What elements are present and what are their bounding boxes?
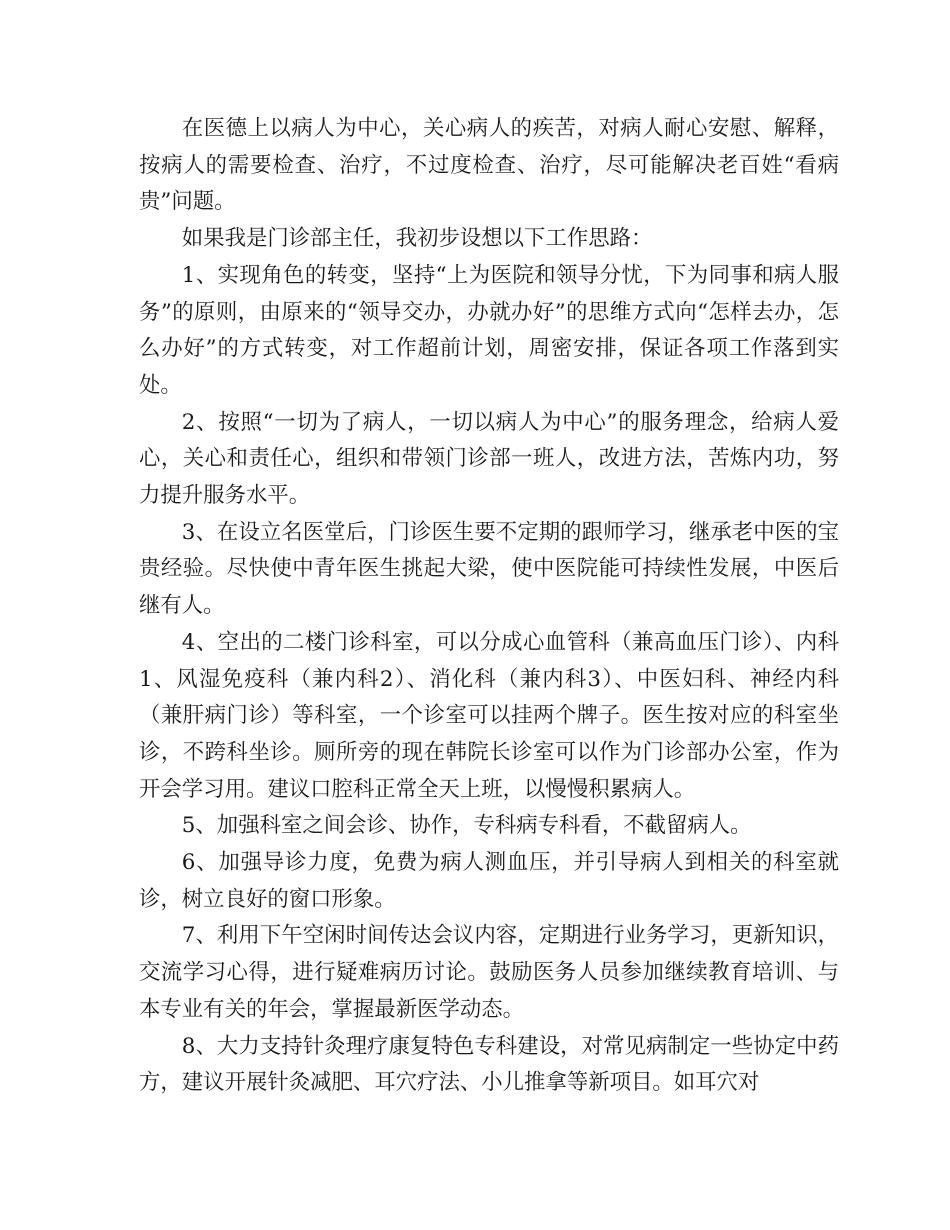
paragraph-item-6: 6、加强导诊力度，免费为病人测血压，并引导病人到相关的科室就诊，树立良好的窗口形象。 xyxy=(139,850,839,912)
paragraph-item-4: 4、空出的二楼门诊科室，可以分成心血管科（兼高血压门诊）、内科1、风湿免疫科（兼内科2）、消化科（兼内科3）、中医妇科、神经内科（兼肝病门诊）等科室，一个诊室可以挂两个牌子。医生按对应的科室坐诊，不跨科坐诊。厕所旁的现在韩院长诊室可以作为门诊部办公室，作为开会学习用。建议口腔科正常全天上班，以慢慢积累病人。 xyxy=(139,629,839,802)
paragraph-item-7: 7、利用下午空闲时间传达会议内容，定期进行业务学习，更新知识，交流学习心得，进行疑难病历讨论。鼓励医务人员参加继续教育培训、与本专业有关的年会，掌握最新医学动态。 xyxy=(139,923,839,1022)
paragraph-item-3: 3、在设立名医堂后，门诊医生要不定期的跟师学习，继承老中医的宝贵经验。尽快使中青年医生挑起大梁，使中医院能可持续性发展，中医后继有人。 xyxy=(139,519,839,619)
paragraph-item-2: 2、按照“一切为了病人，一切以病人为中心”的服务理念，给病人爱心，关心和责任心，组织和带领门诊部一班人，改进方法，苦炼内功，努力提升服务水平。 xyxy=(139,409,839,509)
paragraph-item-8: 8、大力支持针灸理疗康复特色专科建设，对常见病制定一些协定中药方，建议开展针灸减肥、耳穴疗法、小儿推拿等新项目。如耳穴对 xyxy=(139,1033,839,1096)
document-body xyxy=(139,111,839,1102)
paragraph-item-1: 1、实现角色的转变，坚持“上为医院和领导分忧，下为同事和病人服务”的原则，由原来的“领导交办，办就办好”的思维方式向“怎样去办，怎么办好”的方式转变，对工作超前计划，周密安排，保证各项工作落到实处。 xyxy=(139,262,839,398)
paragraph-medical-ethics: 在医德上以病人为中心，关心病人的疾苦，对病人耐心安慰、解释，按病人的需要检查、治疗，不过度检查、治疗，尽可能解决老百姓“看病贵”问题。 xyxy=(139,116,839,215)
paragraph-item-5: 5、加强科室之间会诊、协作，专科病专科看，不截留病人。 xyxy=(181,813,752,839)
paragraph-intro-plan: 如果我是门诊部主任，我初步设想以下工作思路： xyxy=(181,226,653,252)
